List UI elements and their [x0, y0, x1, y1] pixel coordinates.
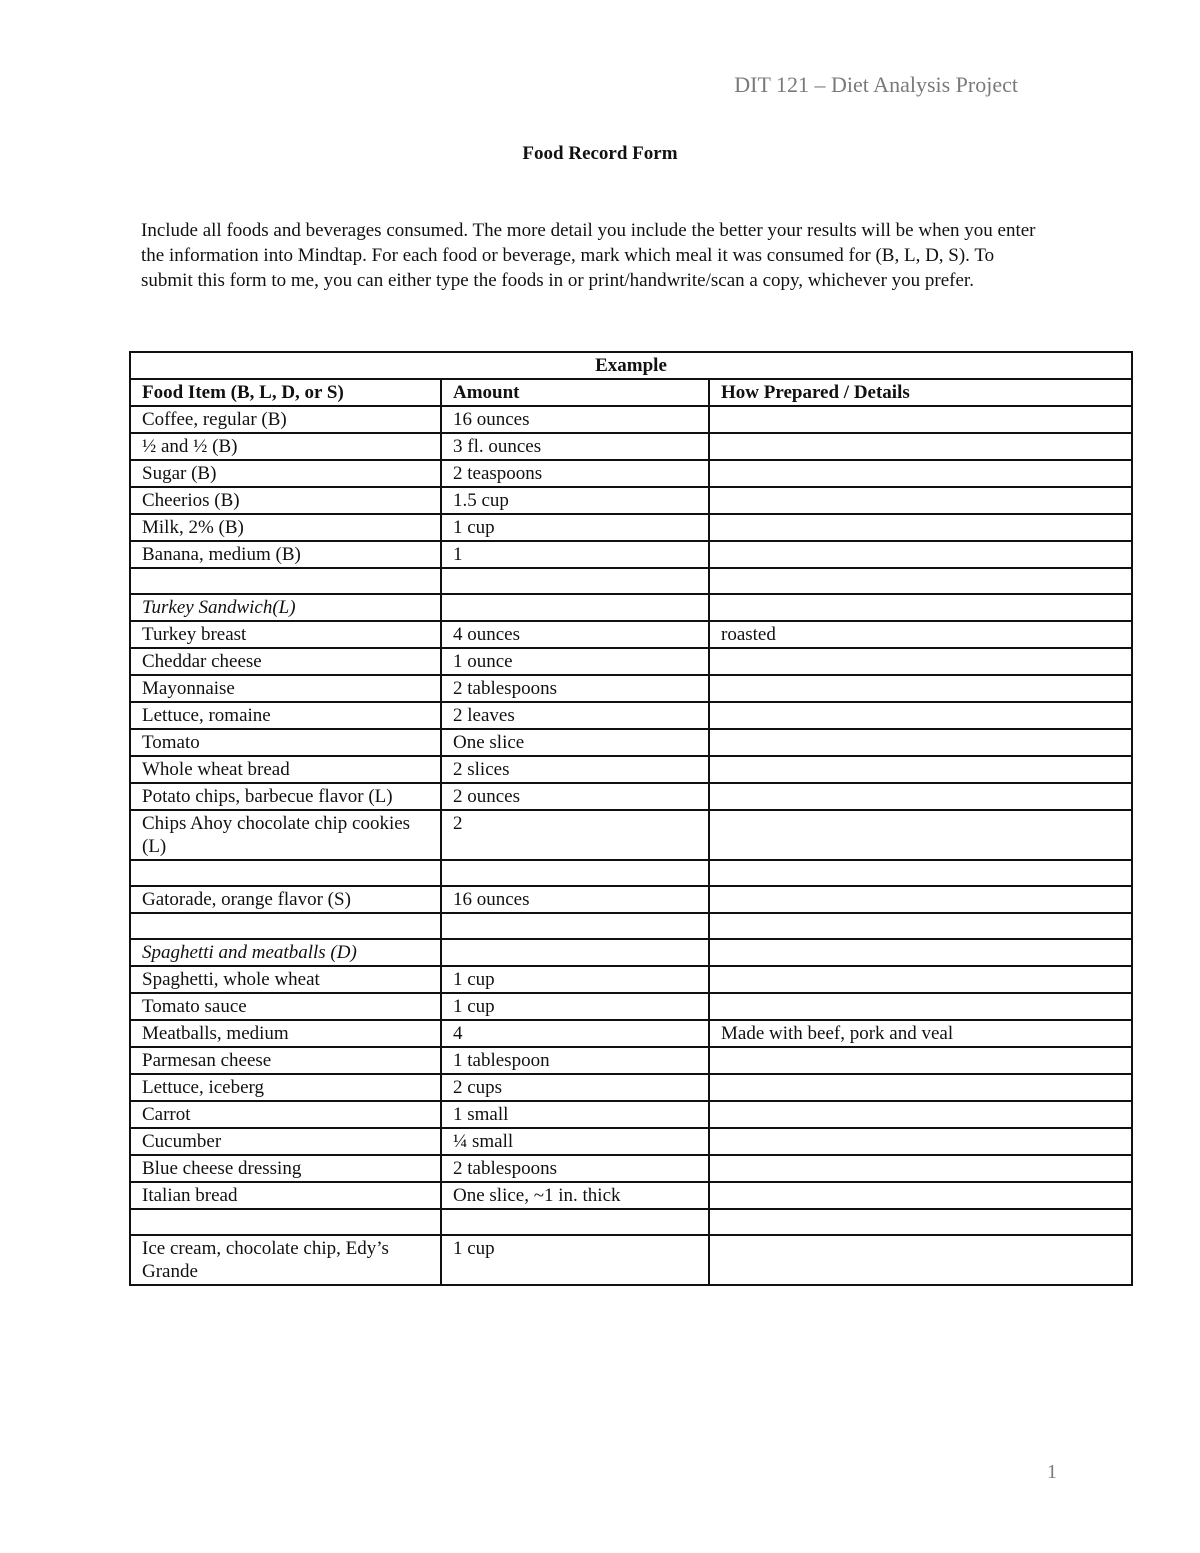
food-item-cell: Carrot: [130, 1101, 441, 1128]
food-item-cell: Potato chips, barbecue flavor (L): [130, 783, 441, 810]
amount-cell: 2 teaspoons: [441, 460, 709, 487]
table-row: [130, 756, 1132, 783]
column-header-amount: Amount: [441, 379, 709, 406]
details-cell: [709, 810, 1132, 860]
amount-cell: 1 cup: [441, 993, 709, 1020]
example-caption: Example: [130, 352, 1132, 379]
food-item-cell: Italian bread: [130, 1182, 441, 1209]
details-cell: [709, 1155, 1132, 1182]
amount-cell: [441, 913, 709, 939]
details-cell: [709, 860, 1132, 886]
food-item-cell: Meatballs, medium: [130, 1020, 441, 1047]
amount-cell: 1 cup: [441, 966, 709, 993]
table-row: [130, 568, 1132, 594]
details-cell: [709, 1101, 1132, 1128]
food-record-body: [130, 406, 1132, 1285]
food-item-cell: Whole wheat bread: [130, 756, 441, 783]
details-cell: [709, 541, 1132, 568]
food-item-cell: Blue cheese dressing: [130, 1155, 441, 1182]
table-row: [130, 433, 1132, 460]
food-item-cell: [130, 860, 441, 886]
table-row: [130, 1209, 1132, 1235]
amount-cell: 1 cup: [441, 514, 709, 541]
details-cell: [709, 966, 1132, 993]
table-row: [130, 1047, 1132, 1074]
details-cell: [709, 939, 1132, 966]
food-item-cell: Turkey Sandwich(L): [130, 594, 441, 621]
table-row: [130, 702, 1132, 729]
amount-cell: [441, 568, 709, 594]
table-row: [130, 487, 1132, 514]
amount-cell: [441, 860, 709, 886]
food-item-cell: [130, 1209, 441, 1235]
table-row: [130, 810, 1132, 860]
amount-cell: [441, 1209, 709, 1235]
table-row: [130, 621, 1132, 648]
table-row: [130, 1128, 1132, 1155]
table-row: [130, 1182, 1132, 1209]
table-row: [130, 860, 1132, 886]
amount-cell: 16 ounces: [441, 886, 709, 913]
example-caption-row: [130, 352, 1132, 379]
food-item-cell: Tomato: [130, 729, 441, 756]
table-row: [130, 1155, 1132, 1182]
table-row: [130, 675, 1132, 702]
details-cell: [709, 433, 1132, 460]
details-cell: [709, 594, 1132, 621]
amount-cell: ¼ small: [441, 1128, 709, 1155]
table-row: [130, 1074, 1132, 1101]
amount-cell: 1: [441, 541, 709, 568]
table-row: [130, 966, 1132, 993]
table-row: [130, 939, 1132, 966]
table-row: [130, 886, 1132, 913]
details-cell: [709, 1128, 1132, 1155]
table-row: [130, 406, 1132, 433]
food-item-cell: [130, 913, 441, 939]
food-item-cell: [130, 568, 441, 594]
amount-cell: 1 cup: [441, 1235, 709, 1285]
food-record-table: [129, 351, 1133, 1286]
column-header-details: How Prepared / Details: [709, 379, 1132, 406]
details-cell: [709, 1074, 1132, 1101]
details-cell: Made with beef, pork and veal: [709, 1020, 1132, 1047]
food-item-cell: ½ and ½ (B): [130, 433, 441, 460]
details-cell: [709, 460, 1132, 487]
details-cell: [709, 568, 1132, 594]
food-item-cell: Lettuce, romaine: [130, 702, 441, 729]
food-item-cell: Chips Ahoy chocolate chip cookies (L): [130, 810, 441, 860]
amount-cell: 1.5 cup: [441, 487, 709, 514]
details-cell: [709, 1047, 1132, 1074]
table-row: [130, 514, 1132, 541]
food-item-cell: Gatorade, orange flavor (S): [130, 886, 441, 913]
column-header-row: [130, 379, 1132, 406]
amount-cell: One slice: [441, 729, 709, 756]
amount-cell: 1 ounce: [441, 648, 709, 675]
amount-cell: 4: [441, 1020, 709, 1047]
details-cell: [709, 702, 1132, 729]
details-cell: [709, 993, 1132, 1020]
table-row: [130, 541, 1132, 568]
table-row: [130, 1020, 1132, 1047]
form-instructions: Include all foods and beverages consumed. The more detail you include the better your results will be when you enter the information into Mindtap. For each food or beverage, mark which meal it was consumed for (B, L, D, S). To submit this form to me, you can either type the foods in or print/handwrite/scan a copy, whichever you prefer.: [141, 220, 1036, 291]
details-cell: roasted: [709, 621, 1132, 648]
details-cell: [709, 913, 1132, 939]
amount-cell: [441, 939, 709, 966]
page-number: 1: [1047, 1461, 1057, 1483]
amount-cell: 2 cups: [441, 1074, 709, 1101]
food-item-cell: Banana, medium (B): [130, 541, 441, 568]
details-cell: [709, 487, 1132, 514]
details-cell: [709, 886, 1132, 913]
details-cell: [709, 1209, 1132, 1235]
food-item-cell: Tomato sauce: [130, 993, 441, 1020]
details-cell: [709, 1235, 1132, 1285]
form-title: Food Record Form: [522, 143, 678, 164]
amount-cell: One slice, ~1 in. thick: [441, 1182, 709, 1209]
column-header-food-item: Food Item (B, L, D, or S): [130, 379, 441, 406]
details-cell: [709, 514, 1132, 541]
amount-cell: 2 slices: [441, 756, 709, 783]
table-row: [130, 913, 1132, 939]
food-item-cell: Cucumber: [130, 1128, 441, 1155]
table-row: [130, 460, 1132, 487]
details-cell: [709, 783, 1132, 810]
food-item-cell: Cheddar cheese: [130, 648, 441, 675]
food-item-cell: Sugar (B): [130, 460, 441, 487]
table-row: [130, 594, 1132, 621]
food-item-cell: Coffee, regular (B): [130, 406, 441, 433]
food-item-cell: Cheerios (B): [130, 487, 441, 514]
document-header-title: DIT 121 – Diet Analysis Project: [734, 72, 1018, 97]
amount-cell: 2 tablespoons: [441, 675, 709, 702]
food-item-cell: Turkey breast: [130, 621, 441, 648]
amount-cell: 2 ounces: [441, 783, 709, 810]
amount-cell: 2: [441, 810, 709, 860]
table-row: [130, 1235, 1132, 1285]
food-item-cell: Spaghetti, whole wheat: [130, 966, 441, 993]
food-item-cell: Milk, 2% (B): [130, 514, 441, 541]
table-row: [130, 648, 1132, 675]
amount-cell: 4 ounces: [441, 621, 709, 648]
food-item-cell: Spaghetti and meatballs (D): [130, 939, 441, 966]
table-row: [130, 729, 1132, 756]
amount-cell: [441, 594, 709, 621]
amount-cell: 1 small: [441, 1101, 709, 1128]
details-cell: [709, 406, 1132, 433]
table-row: [130, 1101, 1132, 1128]
details-cell: [709, 648, 1132, 675]
details-cell: [709, 1182, 1132, 1209]
food-item-cell: Ice cream, chocolate chip, Edy’s Grande: [130, 1235, 441, 1285]
amount-cell: 3 fl. ounces: [441, 433, 709, 460]
table-row: [130, 993, 1132, 1020]
food-item-cell: Mayonnaise: [130, 675, 441, 702]
details-cell: [709, 756, 1132, 783]
details-cell: [709, 729, 1132, 756]
amount-cell: 2 tablespoons: [441, 1155, 709, 1182]
amount-cell: 2 leaves: [441, 702, 709, 729]
table-row: [130, 783, 1132, 810]
details-cell: [709, 675, 1132, 702]
amount-cell: 1 tablespoon: [441, 1047, 709, 1074]
amount-cell: 16 ounces: [441, 406, 709, 433]
food-item-cell: Parmesan cheese: [130, 1047, 441, 1074]
food-item-cell: Lettuce, iceberg: [130, 1074, 441, 1101]
